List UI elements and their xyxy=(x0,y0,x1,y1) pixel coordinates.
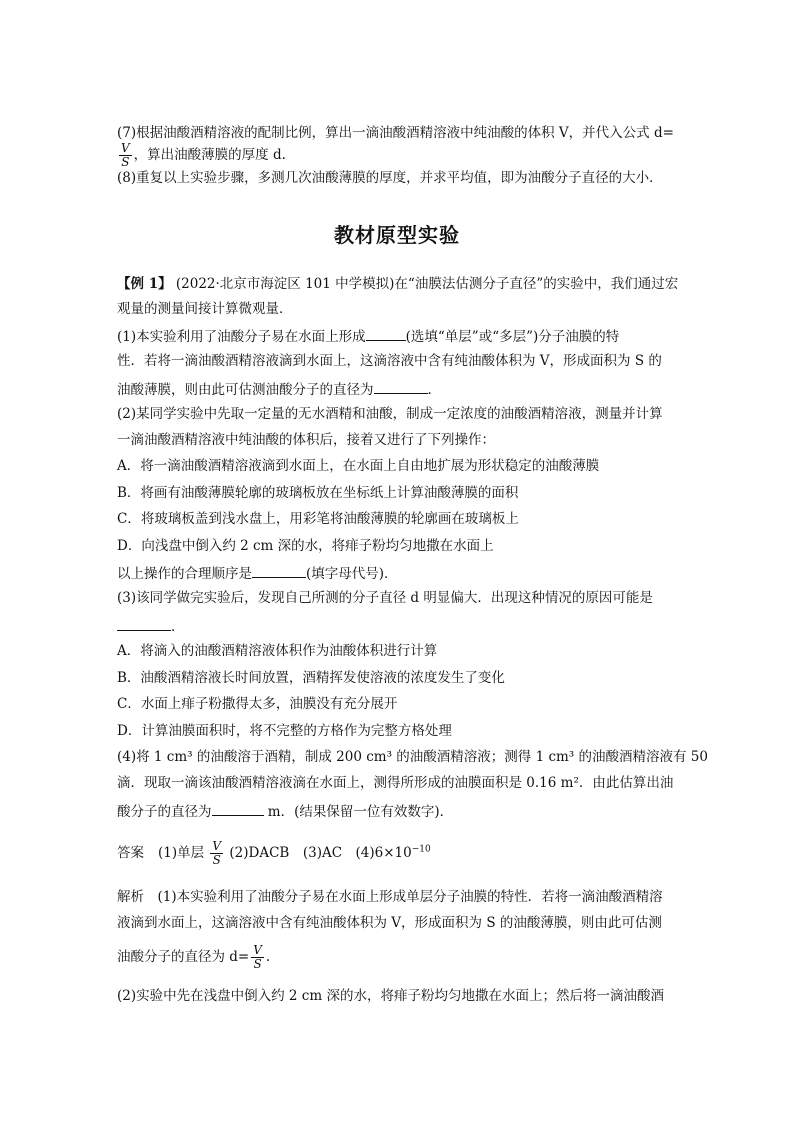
q2-line1: (2)某同学实验中先取一定量的无水酒精和油酸，制成一定浓度的油酸酒精溶液，测量并计算 xyxy=(117,406,663,422)
q2-line2: 一滴油酸酒精溶液中纯油酸的体积后，接着又进行了下列操作： xyxy=(117,432,495,448)
q3-text-b: ． xyxy=(171,619,185,635)
q4-line1: (4)将 1 cm³ 的油酸溶于酒精，制成 200 cm³ 的油酸酒精溶液；测得 1 cm³ 的油酸酒精溶液有 50 xyxy=(117,749,708,765)
analysis-line4: (2)实验中先在浅盘中倒入约 2 cm 深的水，将痱子粉均匀地撒在水面上；然后将一滴油酸酒 xyxy=(117,988,664,1004)
analysis-label: 解析 xyxy=(117,889,144,905)
q3-option-d: D．计算油膜面积时，将不完整的方格作为完整方格处理 xyxy=(117,723,452,739)
q3-option-a: A．将滴入的油酸酒精溶液体积作为油酸体积进行计算 xyxy=(117,643,438,659)
q2-option-a: A．将一滴油酸酒精溶液滴到水面上，在水面上自由地扩展为形状稳定的油酸薄膜 xyxy=(117,458,600,474)
step7-line2-text: ，算出油酸薄膜的厚度 d. xyxy=(133,147,286,163)
q3-line2 xyxy=(117,616,185,636)
q2-option-b: B．将画有油酸薄膜轮廓的玻璃板放在坐标纸上计算油酸薄膜的面积 xyxy=(117,485,519,501)
q1-line1 xyxy=(117,326,619,346)
q1-blank1 xyxy=(366,326,406,341)
analysis-line2: 液滴到水面上，这滴溶液中含有纯油酸体积为 V，形成面积为 S 的油酸薄膜，则由此可估测 xyxy=(117,915,662,931)
q1-blank2 xyxy=(374,379,428,394)
analysis-text3: 油酸分子的直径为 d= xyxy=(117,949,250,965)
q1-line3 xyxy=(117,379,441,399)
q1-text-d: 油酸薄膜，则由此可估测油酸分子的直径为 xyxy=(117,382,374,398)
q2-text-c: 以上操作的合理顺序是 xyxy=(117,566,252,582)
q3-line1: (3)该同学做完实验后，发现自己所测的分子直径 d 明显偏大．出现这种情况的原因可能是 xyxy=(117,590,653,606)
q4-blank xyxy=(212,801,264,816)
answer-exponent: −10 xyxy=(411,844,431,855)
fraction-denominator: S xyxy=(253,957,262,971)
q4-line2: 滴．现取一滴该油酸酒精溶液滴在水面上，测得所形成的油膜面积是 0.16 m²．由此估算出油 xyxy=(117,775,674,791)
q3-option-b: B．油酸酒精溶液长时间放置，酒精挥发使溶液的浓度发生了变化 xyxy=(117,670,505,686)
answer-fraction xyxy=(210,840,223,867)
q2-text-d: (填字母代号)． xyxy=(306,566,398,582)
example-intro-line1 xyxy=(117,275,678,293)
q1-text-b: (选填“单层”或“多层”)分子油膜的特 xyxy=(405,329,620,345)
answer-part1: (1)单层 xyxy=(158,845,205,861)
q2-option-d: D．向浅盘中倒入约 2 cm 深的水，将痱子粉均匀地撒在水面上 xyxy=(117,538,494,554)
fraction-numerator: V xyxy=(253,943,262,957)
q2-line-order xyxy=(117,563,398,583)
q2-blank xyxy=(252,563,306,578)
q1-text-a: (1)本实验利用了油酸分子易在水面上形成 xyxy=(117,329,366,345)
step7-line1: (7)根据油酸酒精溶液的配制比例，算出一滴油酸酒精溶液中纯油酸的体积 V，并代入公式 d= xyxy=(117,125,674,141)
answer-label: 答案 xyxy=(117,845,144,861)
step8-text: (8)重复以上实验步骤，多测几次油酸薄膜的厚度，并求平均值，即为油酸分子直径的大小． xyxy=(117,170,663,186)
answer-part2: (2)DACB (3)AC (4)6×10 xyxy=(229,845,412,861)
fraction-numerator: V xyxy=(212,839,222,853)
step7-line2 xyxy=(117,142,286,169)
analysis-line3 xyxy=(117,944,270,971)
q4-line3 xyxy=(117,801,453,821)
q2-option-c: C．将玻璃板盖到浅水盘上，用彩笔将油酸薄膜的轮廓画在玻璃板上 xyxy=(117,511,519,527)
section-title: 教材原型实验 xyxy=(334,223,460,247)
example-intro-line2: 观量的测量间接计算微观量． xyxy=(117,301,293,317)
example-intro1: (2022·北京市海淀区 101 中学模拟)在“油膜法估测分子直径”的实验中，我们通过宏 xyxy=(171,276,679,292)
analysis-fraction xyxy=(251,944,264,971)
q1-line2: 性．若将一滴油酸酒精溶液滴到水面上，这滴溶液中含有纯油酸体积为 V，形成面积为 S 的 xyxy=(117,353,662,369)
answer-line xyxy=(117,840,431,867)
q3-option-c: C．水面上痱子粉撒得太多，油膜没有充分展开 xyxy=(117,696,398,712)
analysis-line1 xyxy=(117,888,663,906)
q4-text-c: 酸分子的直径为 xyxy=(117,804,212,820)
q1-text-e: ． xyxy=(427,382,441,398)
q4-text-d: m．(结果保留一位有效数字)． xyxy=(263,804,454,820)
example-label: 【例 1】 xyxy=(117,276,172,292)
step7-fraction xyxy=(119,142,132,169)
analysis-text3-end: . xyxy=(265,949,271,965)
fraction-denominator: S xyxy=(212,853,221,867)
analysis-text1: (1)本实验利用了油酸分子易在水面上形成单层分子油膜的特性．若将一滴油酸酒精溶 xyxy=(144,889,663,905)
fraction-denominator: S xyxy=(121,155,130,169)
fraction-numerator: V xyxy=(121,141,130,155)
q3-blank xyxy=(117,616,171,631)
